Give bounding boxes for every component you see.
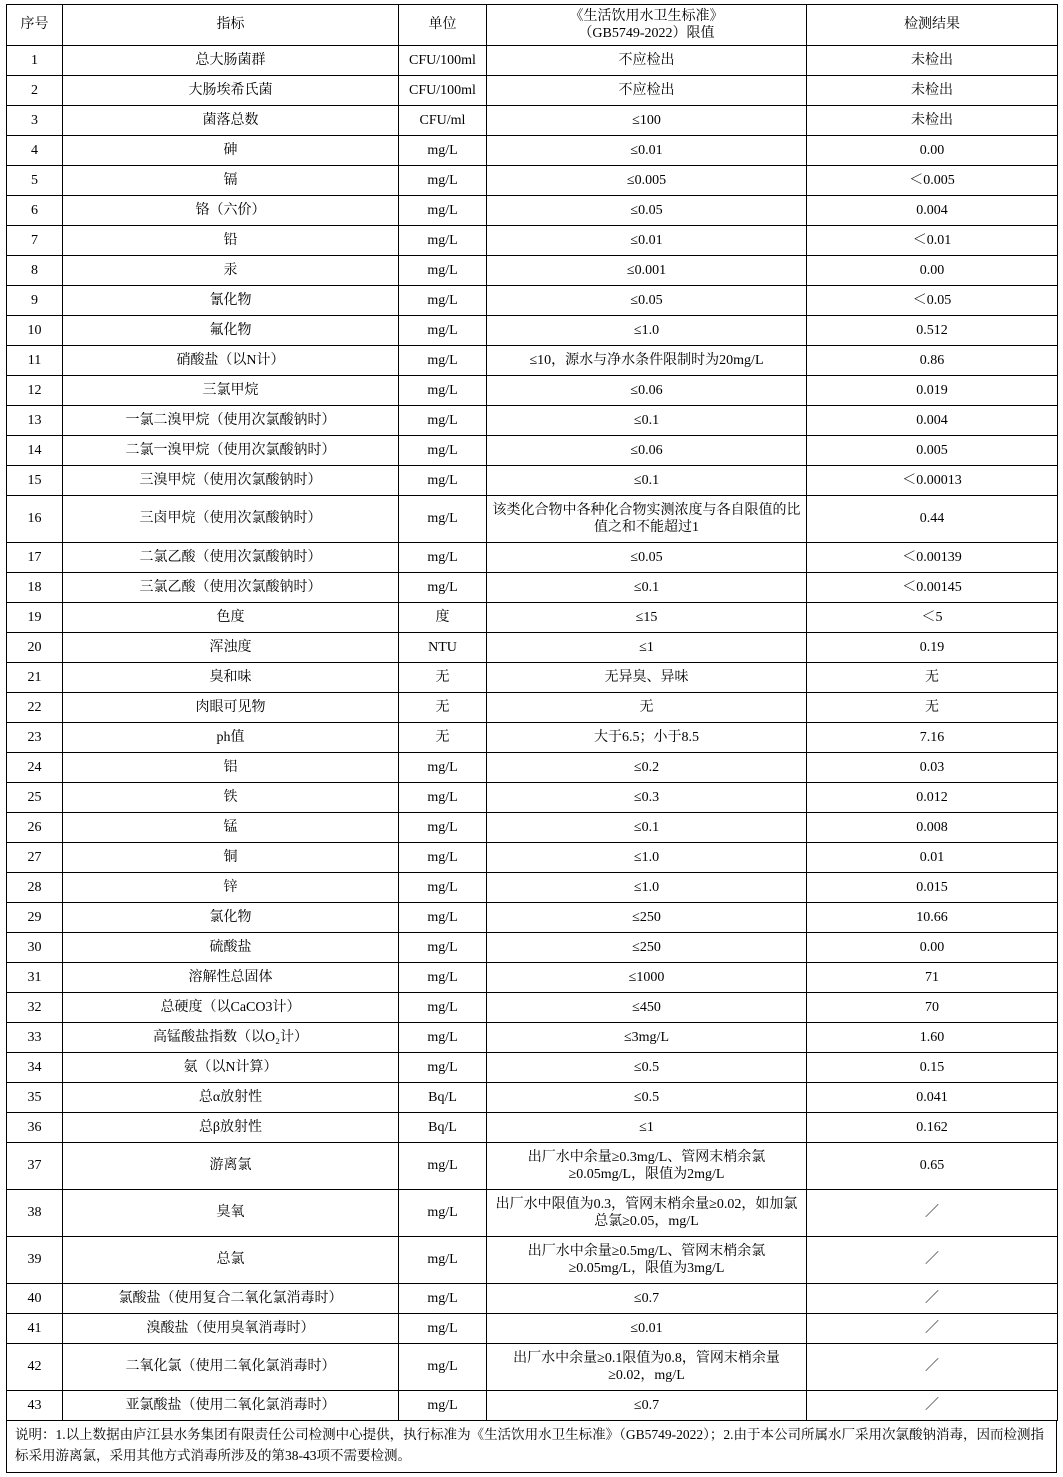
cell-result: 0.015 <box>807 873 1058 903</box>
cell-result: 未检出 <box>807 76 1058 106</box>
cell-result: 10.66 <box>807 903 1058 933</box>
table-row <box>7 256 1058 286</box>
cell-unit: mg/L <box>399 1023 487 1053</box>
cell-no: 41 <box>7 1314 63 1344</box>
cell-no: 35 <box>7 1083 63 1113</box>
cell-no: 40 <box>7 1284 63 1314</box>
cell-unit: mg/L <box>399 543 487 573</box>
cell-no: 10 <box>7 316 63 346</box>
cell-no: 11 <box>7 346 63 376</box>
cell-no: 3 <box>7 106 63 136</box>
table-row <box>7 106 1058 136</box>
cell-result: 0.00 <box>807 136 1058 166</box>
cell-item: 硫酸盐 <box>63 933 399 963</box>
cell-item: 三溴甲烷（使用次氯酸钠时） <box>63 466 399 496</box>
cell-no: 17 <box>7 543 63 573</box>
cell-item: 高锰酸盐指数（以O₂计） <box>63 1023 399 1053</box>
cell-item: 氨（以N计算） <box>63 1053 399 1083</box>
cell-limit: 不应检出 <box>487 46 807 76</box>
table-row <box>7 136 1058 166</box>
cell-result: 0.15 <box>807 1053 1058 1083</box>
cell-no: 26 <box>7 813 63 843</box>
cell-no: 33 <box>7 1023 63 1053</box>
cell-result: ／ <box>807 1237 1058 1284</box>
cell-unit: mg/L <box>399 196 487 226</box>
cell-limit: 出厂水中余量≥0.3mg/L、管网末梢余氯≥0.05mg/L，限值为2mg/L <box>487 1143 807 1190</box>
cell-limit: ≤3mg/L <box>487 1023 807 1053</box>
cell-item: 砷 <box>63 136 399 166</box>
table-row <box>7 1023 1058 1053</box>
cell-no: 24 <box>7 753 63 783</box>
table-row <box>7 1314 1058 1344</box>
cell-no: 13 <box>7 406 63 436</box>
cell-unit: mg/L <box>399 1143 487 1190</box>
header-no: 序号 <box>7 5 63 46</box>
cell-limit: ≤0.01 <box>487 1314 807 1344</box>
cell-result: ／ <box>807 1314 1058 1344</box>
cell-result: 0.65 <box>807 1143 1058 1190</box>
cell-limit: ≤1.0 <box>487 843 807 873</box>
cell-result: 0.44 <box>807 496 1058 543</box>
table-row <box>7 226 1058 256</box>
cell-result: 0.19 <box>807 633 1058 663</box>
cell-item: 氯酸盐（使用复合二氧化氯消毒时） <box>63 1284 399 1314</box>
cell-no: 6 <box>7 196 63 226</box>
cell-limit: ≤1000 <box>487 963 807 993</box>
cell-item: 总硬度（以CaCO3计） <box>63 993 399 1023</box>
cell-item: 肉眼可见物 <box>63 693 399 723</box>
table-body <box>7 46 1058 1421</box>
cell-result: ＜0.05 <box>807 286 1058 316</box>
table-row <box>7 1083 1058 1113</box>
table-row <box>7 46 1058 76</box>
cell-no: 2 <box>7 76 63 106</box>
cell-limit: 出厂水中余量≥0.5mg/L、管网末梢余氯≥0.05mg/L，限值为3mg/L <box>487 1237 807 1284</box>
cell-no: 15 <box>7 466 63 496</box>
cell-result: 0.005 <box>807 436 1058 466</box>
cell-item: 一氯二溴甲烷（使用次氯酸钠时） <box>63 406 399 436</box>
cell-unit: mg/L <box>399 1237 487 1284</box>
cell-item: 三氯甲烷 <box>63 376 399 406</box>
cell-unit: mg/L <box>399 933 487 963</box>
cell-limit: ≤0.5 <box>487 1083 807 1113</box>
cell-no: 7 <box>7 226 63 256</box>
cell-item: 总β放射性 <box>63 1113 399 1143</box>
cell-no: 5 <box>7 166 63 196</box>
table-row <box>7 783 1058 813</box>
cell-limit: 无 <box>487 693 807 723</box>
cell-limit: ≤0.7 <box>487 1284 807 1314</box>
cell-no: 42 <box>7 1344 63 1391</box>
header-limit-line1: 《生活饮用水卫生标准》 <box>569 8 724 24</box>
cell-result: ＜5 <box>807 603 1058 633</box>
cell-result: 无 <box>807 693 1058 723</box>
cell-limit: ≤0.06 <box>487 376 807 406</box>
cell-result: ／ <box>807 1190 1058 1237</box>
cell-unit: mg/L <box>399 1284 487 1314</box>
cell-result: 0.03 <box>807 753 1058 783</box>
table-row <box>7 633 1058 663</box>
cell-unit: mg/L <box>399 316 487 346</box>
cell-unit: mg/L <box>399 136 487 166</box>
cell-result: ＜0.00013 <box>807 466 1058 496</box>
cell-no: 27 <box>7 843 63 873</box>
cell-no: 8 <box>7 256 63 286</box>
table-row <box>7 76 1058 106</box>
cell-item: 亚氯酸盐（使用二氧化氯消毒时） <box>63 1391 399 1421</box>
cell-limit: ≤0.01 <box>487 136 807 166</box>
table-row <box>7 196 1058 226</box>
table-row <box>7 903 1058 933</box>
cell-unit: mg/L <box>399 1190 487 1237</box>
cell-result: ＜0.00139 <box>807 543 1058 573</box>
cell-limit: ≤450 <box>487 993 807 1023</box>
cell-unit: mg/L <box>399 166 487 196</box>
cell-unit: mg/L <box>399 873 487 903</box>
cell-limit: ≤0.1 <box>487 813 807 843</box>
cell-limit: 无异臭、异味 <box>487 663 807 693</box>
cell-unit: mg/L <box>399 753 487 783</box>
cell-no: 18 <box>7 573 63 603</box>
cell-result: ＜0.005 <box>807 166 1058 196</box>
cell-unit: mg/L <box>399 466 487 496</box>
table-row <box>7 286 1058 316</box>
cell-no: 4 <box>7 136 63 166</box>
cell-unit: mg/L <box>399 1344 487 1391</box>
table-row <box>7 316 1058 346</box>
cell-limit: ≤0.3 <box>487 783 807 813</box>
table-row <box>7 496 1058 543</box>
cell-limit: 出厂水中限值为0.3，管网末梢余量≥0.02，如加氯总氯≥0.05，mg/L <box>487 1190 807 1237</box>
cell-limit: ≤15 <box>487 603 807 633</box>
header-limit <box>487 5 807 46</box>
cell-item: 镉 <box>63 166 399 196</box>
cell-item: 锰 <box>63 813 399 843</box>
cell-limit: ≤0.2 <box>487 753 807 783</box>
cell-limit: ≤0.1 <box>487 466 807 496</box>
cell-limit: ≤1 <box>487 1113 807 1143</box>
cell-limit: ≤0.005 <box>487 166 807 196</box>
cell-unit: mg/L <box>399 496 487 543</box>
cell-no: 9 <box>7 286 63 316</box>
cell-no: 20 <box>7 633 63 663</box>
table-row <box>7 603 1058 633</box>
table-row <box>7 753 1058 783</box>
table-row <box>7 1391 1058 1421</box>
cell-unit: CFU/ml <box>399 106 487 136</box>
header-result: 检测结果 <box>807 5 1058 46</box>
cell-no: 30 <box>7 933 63 963</box>
cell-result: 未检出 <box>807 106 1058 136</box>
cell-no: 28 <box>7 873 63 903</box>
cell-item: 浑浊度 <box>63 633 399 663</box>
cell-limit: ≤0.5 <box>487 1053 807 1083</box>
table-row <box>7 573 1058 603</box>
cell-unit: mg/L <box>399 406 487 436</box>
table-row <box>7 693 1058 723</box>
cell-item: 总氯 <box>63 1237 399 1284</box>
table-row <box>7 1344 1058 1391</box>
cell-item: 氰化物 <box>63 286 399 316</box>
cell-result: ＜0.01 <box>807 226 1058 256</box>
cell-limit: ≤250 <box>487 903 807 933</box>
cell-unit: mg/L <box>399 903 487 933</box>
table-row <box>7 406 1058 436</box>
table-row <box>7 436 1058 466</box>
header-limit-line2: （GB5749-2022）限值 <box>578 26 715 41</box>
cell-item: 氯化物 <box>63 903 399 933</box>
cell-limit: ≤0.1 <box>487 573 807 603</box>
cell-item: 氟化物 <box>63 316 399 346</box>
cell-result: 70 <box>807 993 1058 1023</box>
cell-limit: ≤0.001 <box>487 256 807 286</box>
cell-result: 0.019 <box>807 376 1058 406</box>
cell-no: 31 <box>7 963 63 993</box>
cell-item: 臭和味 <box>63 663 399 693</box>
cell-result: 0.012 <box>807 783 1058 813</box>
cell-unit: mg/L <box>399 573 487 603</box>
cell-unit: Bq/L <box>399 1113 487 1143</box>
table-row <box>7 1237 1058 1284</box>
cell-result: 无 <box>807 663 1058 693</box>
cell-item: 铝 <box>63 753 399 783</box>
cell-limit: 出厂水中余量≥0.1限值为0.8，管网末梢余量≥0.02，mg/L <box>487 1344 807 1391</box>
cell-result: 0.512 <box>807 316 1058 346</box>
water-quality-table <box>6 4 1058 1421</box>
cell-unit: mg/L <box>399 346 487 376</box>
table-row <box>7 1284 1058 1314</box>
cell-result: 未检出 <box>807 46 1058 76</box>
cell-item: 铜 <box>63 843 399 873</box>
cell-no: 25 <box>7 783 63 813</box>
table-row <box>7 1053 1058 1083</box>
table-row <box>7 993 1058 1023</box>
cell-limit: 该类化合物中各种化合物实测浓度与各自限值的比值之和不能超过1 <box>487 496 807 543</box>
cell-result: 0.162 <box>807 1113 1058 1143</box>
cell-no: 43 <box>7 1391 63 1421</box>
cell-result: ／ <box>807 1391 1058 1421</box>
cell-unit: CFU/100ml <box>399 46 487 76</box>
cell-result: 71 <box>807 963 1058 993</box>
cell-no: 38 <box>7 1190 63 1237</box>
cell-item: 铬（六价） <box>63 196 399 226</box>
cell-no: 1 <box>7 46 63 76</box>
cell-limit: ≤0.05 <box>487 543 807 573</box>
cell-result: 0.00 <box>807 256 1058 286</box>
cell-limit: 大于6.5；小于8.5 <box>487 723 807 753</box>
cell-unit: 度 <box>399 603 487 633</box>
cell-unit: NTU <box>399 633 487 663</box>
cell-unit: mg/L <box>399 813 487 843</box>
cell-limit: 不应检出 <box>487 76 807 106</box>
cell-limit: ≤1 <box>487 633 807 663</box>
cell-item: 臭氧 <box>63 1190 399 1237</box>
cell-item: 三卤甲烷（使用次氯酸钠时） <box>63 496 399 543</box>
cell-limit: ≤250 <box>487 933 807 963</box>
header-item: 指标 <box>63 5 399 46</box>
cell-result: ／ <box>807 1344 1058 1391</box>
table-row <box>7 1143 1058 1190</box>
cell-limit: ≤1.0 <box>487 316 807 346</box>
cell-unit: mg/L <box>399 1314 487 1344</box>
cell-item: 锌 <box>63 873 399 903</box>
cell-unit: mg/L <box>399 1391 487 1421</box>
cell-limit: ≤10，源水与净水条件限制时为20mg/L <box>487 346 807 376</box>
cell-no: 14 <box>7 436 63 466</box>
cell-item: 溶解性总固体 <box>63 963 399 993</box>
table-row <box>7 376 1058 406</box>
table-row <box>7 1113 1058 1143</box>
cell-item: 铅 <box>63 226 399 256</box>
cell-item: 溴酸盐（使用臭氧消毒时） <box>63 1314 399 1344</box>
cell-unit: mg/L <box>399 993 487 1023</box>
cell-unit: mg/L <box>399 376 487 406</box>
cell-unit: mg/L <box>399 436 487 466</box>
cell-result: ＜0.00145 <box>807 573 1058 603</box>
table-row <box>7 1190 1058 1237</box>
cell-limit: ≤0.05 <box>487 196 807 226</box>
table-row <box>7 663 1058 693</box>
cell-result: 0.004 <box>807 406 1058 436</box>
cell-item: 菌落总数 <box>63 106 399 136</box>
cell-item: 铁 <box>63 783 399 813</box>
cell-item: 大肠埃希氏菌 <box>63 76 399 106</box>
table-row <box>7 873 1058 903</box>
cell-no: 34 <box>7 1053 63 1083</box>
cell-no: 32 <box>7 993 63 1023</box>
cell-item: 总α放射性 <box>63 1083 399 1113</box>
table-header <box>7 5 1058 46</box>
cell-unit: mg/L <box>399 963 487 993</box>
cell-unit: mg/L <box>399 226 487 256</box>
cell-limit: ≤0.06 <box>487 436 807 466</box>
cell-item: 三氯乙酸（使用次氯酸钠时） <box>63 573 399 603</box>
cell-unit: 无 <box>399 663 487 693</box>
table-row <box>7 543 1058 573</box>
cell-unit: 无 <box>399 723 487 753</box>
cell-no: 29 <box>7 903 63 933</box>
cell-result: 0.008 <box>807 813 1058 843</box>
cell-unit: mg/L <box>399 843 487 873</box>
cell-limit: ≤0.01 <box>487 226 807 256</box>
table-row <box>7 963 1058 993</box>
cell-limit: ≤1.0 <box>487 873 807 903</box>
cell-result: 7.16 <box>807 723 1058 753</box>
header-row <box>7 5 1058 46</box>
table-row <box>7 346 1058 376</box>
cell-result: 0.86 <box>807 346 1058 376</box>
cell-limit: ≤0.1 <box>487 406 807 436</box>
cell-no: 23 <box>7 723 63 753</box>
cell-limit: ≤100 <box>487 106 807 136</box>
cell-result: 1.60 <box>807 1023 1058 1053</box>
table-note: 说明：1.以上数据由庐江县水务集团有限责任公司检测中心提供，执行标准为《生活饮用水卫生标准》（GB5749-2022）；2.由于本公司所属水厂采用次氯酸钠消毒，因而检测指标采用游离氯，采用其他方式消毒所涉及的第38-43项不需要检测。 <box>6 1421 1057 1473</box>
table-row <box>7 466 1058 496</box>
cell-no: 12 <box>7 376 63 406</box>
cell-result: 0.004 <box>807 196 1058 226</box>
table-row <box>7 166 1058 196</box>
cell-no: 37 <box>7 1143 63 1190</box>
cell-result: 0.041 <box>807 1083 1058 1113</box>
cell-limit: ≤0.05 <box>487 286 807 316</box>
cell-no: 19 <box>7 603 63 633</box>
cell-no: 16 <box>7 496 63 543</box>
table-row <box>7 813 1058 843</box>
cell-unit: mg/L <box>399 1053 487 1083</box>
cell-item: 汞 <box>63 256 399 286</box>
cell-item: 二氯乙酸（使用次氯酸钠时） <box>63 543 399 573</box>
table-row <box>7 723 1058 753</box>
cell-no: 39 <box>7 1237 63 1284</box>
table-row <box>7 843 1058 873</box>
cell-item: ph值 <box>63 723 399 753</box>
cell-item: 二氯一溴甲烷（使用次氯酸钠时） <box>63 436 399 466</box>
cell-unit: Bq/L <box>399 1083 487 1113</box>
header-unit: 单位 <box>399 5 487 46</box>
cell-no: 21 <box>7 663 63 693</box>
cell-result: 0.00 <box>807 933 1058 963</box>
cell-item: 二氧化氯（使用二氧化氯消毒时） <box>63 1344 399 1391</box>
cell-item: 游离氯 <box>63 1143 399 1190</box>
cell-result: 0.01 <box>807 843 1058 873</box>
cell-no: 22 <box>7 693 63 723</box>
cell-unit: CFU/100ml <box>399 76 487 106</box>
cell-item: 色度 <box>63 603 399 633</box>
cell-unit: mg/L <box>399 286 487 316</box>
table-row <box>7 933 1058 963</box>
cell-limit: ≤0.7 <box>487 1391 807 1421</box>
cell-no: 36 <box>7 1113 63 1143</box>
cell-unit: mg/L <box>399 783 487 813</box>
cell-item: 总大肠菌群 <box>63 46 399 76</box>
cell-result: ／ <box>807 1284 1058 1314</box>
cell-unit: 无 <box>399 693 487 723</box>
cell-item: 硝酸盐（以N计） <box>63 346 399 376</box>
cell-unit: mg/L <box>399 256 487 286</box>
